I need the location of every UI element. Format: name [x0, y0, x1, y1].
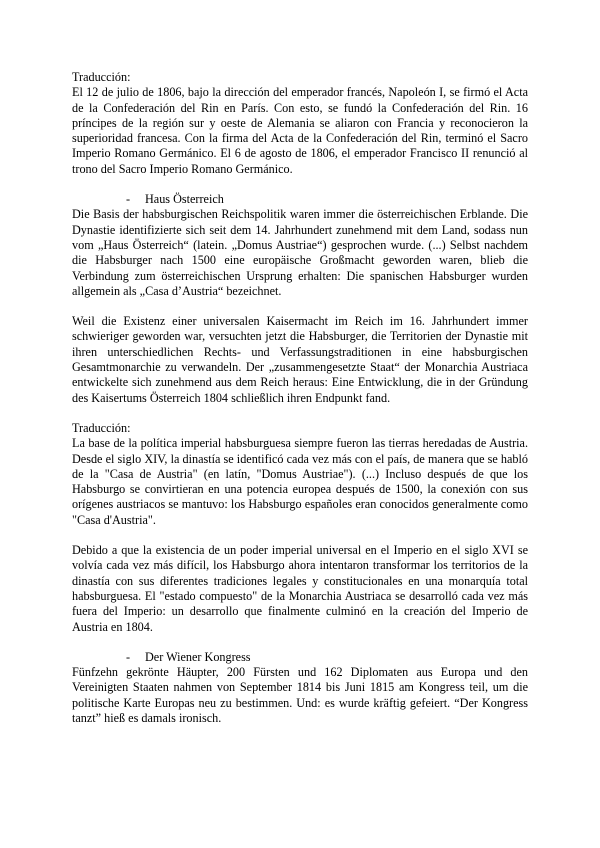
- paragraph-poder-imperial: Debido a que la existencia de un poder imperial universal en el Imperio en el siglo XVI se volvía cada vez más difícil, los Habsburgo ahora intentaron transformar los territorios de la dinastía con sus diferentes tradiciones legales y constitucionales en una monarquía total habsburguesa. El "estado compuesto" de la Monarchia Austriaca se desarrolló cada vez más fuera del Imperio: un desarrollo que finalmente culminó en la creación del Imperio de Austria en 1804.: [72, 543, 528, 634]
- section-heading-wiener-kongress: [72, 650, 528, 665]
- bullet-dash: -: [126, 192, 131, 207]
- bullet-dash: -: [126, 649, 131, 664]
- translation-label: Traducción:: [72, 70, 131, 84]
- section-heading-text: Haus Österreich: [145, 192, 224, 207]
- spacer: [72, 299, 528, 314]
- paragraph-base-politica: La base de la política imperial habsburguesa siempre fueron las tierras heredadas de Austria. Desde el siglo XIV, la dinastía se identificó cada vez más con el país, de manera que se habló de la "Casa de Austria" (en latín, "Domus Austriae"). (...) Incluso después de que los Habsburgo se convirtieran en una potencia europea después de 1500, la conexión con sus orígenes austriacos se mantuvo: los Habsburgo españoles eran conocidos generalmente como "Casa d'Austria".: [72, 436, 528, 527]
- paragraph-confederation-rhine: El 12 de julio de 1806, bajo la dirección del emperador francés, Napoleón I, se firmó el Acta de la Confederación del Rin en París. Con esto, se fundó la Confederación del Rin. 16 príncipes de la región sur y oeste de Alemania se aliaron con Francia y reconocieron la superioridad francesa. Con la firma del Acta de la Confederación del Rin, terminó el Sacro Imperio Romano Germánico. El 6 de agosto de 1806, el emperador Francisco II renunció al trono del Sacro Imperio Romano Germánico.: [72, 85, 528, 176]
- paragraph-kaisermacht: Weil die Existenz einer universalen Kaisermacht im Reich im 16. Jahrhundert immer schwieriger geworden war, versuchten jetzt die Habsburger, die Territorien der Dynastie mit ihren unterschiedlichen Rechts- und Verfassungstraditionen in eine habsburgischen Gesamtmonarchie zu verwandeln. Der „zusammengesetzte Staat“ der Monarchia Austriaca entwickelte sich zunehmend aus dem Reich heraus: Eine Entwicklung, die in der Gründung des Kaisertums Österreich 1804 schließlich ihren Endpunkt fand.: [72, 314, 528, 405]
- document-page: [72, 70, 528, 726]
- spacer: [72, 406, 528, 421]
- spacer: [72, 635, 528, 650]
- paragraph-basis-reichspolitik: Die Basis der habsburgischen Reichspolitik waren immer die österreichischen Erblande. Die Dynastie identifizierte sich seit dem 14. Jahrhundert zunehmend mit dem Land, sodass nun vom „Haus Österreich“ (latein. „Domus Austriae“) gesprochen wurde. (...) Selbst nachdem die Habsburger nach 1500 eine europäische Großmacht geworden waren, blieb die Verbindung zum österreichischen Ursprung erhalten: Die spanischen Habsburger wurden allgemein als „Casa d’Austria“ bezeichnet.: [72, 207, 528, 298]
- spacer: [72, 528, 528, 543]
- section-heading-haus-osterreich: [72, 192, 528, 207]
- section-heading-text: Der Wiener Kongress: [145, 649, 251, 664]
- spacer: [72, 177, 528, 192]
- translation-label: Traducción:: [72, 420, 131, 435]
- paragraph-wiener-kongress: Fünfzehn gekrönte Häupter, 200 Fürsten und 162 Diplomaten aus Europa und den Vereinigten Staaten nahmen von September 1814 bis Juni 1815 am Kongress teil, um die politische Karte Europas neu zu bestimmen. Und: es wurde kräftig gefeiert. “Der Kongress tanzt” hieß es damals ironisch.: [72, 665, 528, 725]
